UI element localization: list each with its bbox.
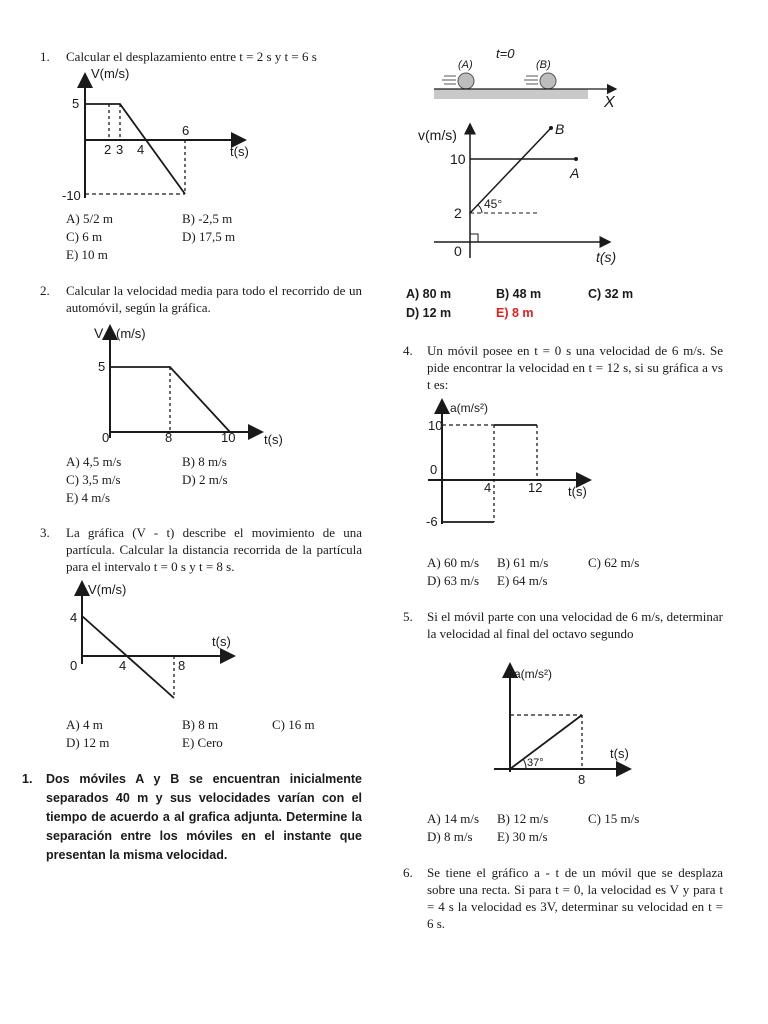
x-tick: 2 — [104, 142, 112, 157]
graph-problem-2 — [90, 322, 290, 452]
speed-lines-a — [442, 76, 456, 84]
x-tick: 4 — [119, 658, 127, 673]
y-axis-unit: (m/s) — [116, 326, 146, 341]
y-tick: 2 — [454, 205, 462, 221]
option-a[interactable]: A) 5/2 m — [66, 211, 113, 226]
y-tick: -6 — [426, 514, 438, 529]
problem-text: Un móvil posee en t = 0 s una velocidad de 6 m/s. Se pide encontrar la velocidad en t = 12 s, si su gráfica a vs t es: — [427, 343, 723, 392]
problem-text: Si el móvil parte con una velocidad de 6 m/s, determinar la velocidad al final del octavo segundo — [427, 609, 723, 641]
option-b[interactable]: B) 12 m/s — [497, 811, 549, 826]
problem-number: 4. — [403, 343, 413, 358]
y-axis-title: a(m/s²) — [514, 667, 552, 681]
option-e-marked-answer[interactable]: E) 8 m — [496, 306, 534, 320]
velocity-graph-ab — [414, 120, 624, 270]
time-label: t=0 — [496, 46, 515, 61]
problem-text: Calcular la velocidad media para todo el recorrido de un automóvil, según la gráfica. — [66, 283, 362, 315]
y-tick: 5 — [72, 96, 80, 111]
problem-4 — [403, 342, 723, 393]
y-axis-title: a(m/s²) — [450, 401, 488, 415]
problem-3 — [40, 524, 362, 575]
option-e[interactable]: E) 10 m — [66, 247, 108, 262]
mobile-a-label: (A) — [458, 59, 473, 71]
y-axis-title: V — [94, 325, 104, 341]
problem-number: 6. — [403, 865, 413, 880]
option-b[interactable]: B) 48 m — [496, 287, 542, 301]
x-axis-title: t(s) — [610, 746, 629, 761]
problem-number: 2. — [40, 283, 50, 298]
angle-label: 45° — [484, 197, 503, 211]
option-c[interactable]: C) 16 m — [272, 717, 315, 732]
problem-number: 1. — [40, 49, 50, 64]
option-e[interactable]: E) 30 m/s — [497, 829, 548, 844]
line-b-end — [549, 126, 553, 130]
problem-text: Dos móviles A y B se encuentran inicialmente separados 40 m y sus velocidades varían con el tiempo de acuerdo a al grafica adjunta. Determine la separación entre los móviles en el instante que presentan la misma velocidad. — [46, 772, 362, 862]
y-tick: 4 — [70, 610, 78, 625]
option-d[interactable]: D) 12 m — [66, 735, 110, 750]
option-c[interactable]: C) 62 m/s — [588, 555, 640, 570]
y-axis-title: V(m/s) — [88, 582, 127, 597]
mobile-b-label: (B) — [536, 59, 551, 71]
graph-problem-4 — [424, 398, 604, 528]
problem-text: La gráfica (V - t) describe el movimiento de una partícula. Calcular la distancia recorrida de la partícula para el intervalo t = 0 s y t = 8 s. — [66, 525, 362, 574]
x-tick: 10 — [221, 430, 236, 445]
option-a[interactable]: A) 4 m — [66, 717, 103, 732]
acceleration-line — [510, 715, 582, 769]
option-b[interactable]: B) -2,5 m — [182, 211, 233, 226]
x-tick: 4 — [484, 480, 492, 495]
x-tick: 8 — [165, 430, 173, 445]
x-axis-title: t(s) — [230, 144, 249, 159]
angle-label: 37° — [527, 757, 544, 769]
option-a[interactable]: A) 14 m/s — [427, 811, 479, 826]
y-tick: 10 — [450, 151, 466, 167]
ground — [434, 89, 588, 99]
x-axis-title: t(s) — [264, 432, 283, 447]
mobiles-figure — [430, 44, 630, 114]
option-c[interactable]: C) 32 m — [588, 287, 634, 301]
graph-problem-1 — [60, 66, 260, 216]
x-tick: 4 — [137, 142, 145, 157]
option-c[interactable]: C) 15 m/s — [588, 811, 640, 826]
x-tick: 0 — [102, 430, 110, 445]
option-e[interactable]: E) 4 m/s — [66, 490, 111, 505]
velocity-line — [85, 104, 185, 194]
problem-number: 1. — [22, 772, 33, 786]
angle-arc — [523, 759, 526, 769]
graph-problem-5 — [490, 662, 640, 792]
mobile-b-ball — [540, 73, 556, 89]
option-d[interactable]: D) 12 m — [406, 306, 452, 320]
x-axis-title: t(s) — [568, 484, 587, 499]
x-tick: 8 — [578, 772, 586, 787]
label-b: B — [555, 121, 565, 137]
x-tick: 12 — [528, 480, 543, 495]
problem-2 — [40, 282, 362, 316]
y-axis-title: V(m/s) — [91, 66, 130, 81]
y-tick: 0 — [430, 462, 438, 477]
line-a-end — [574, 157, 578, 161]
problem-text: Calcular el desplazamiento entre t = 2 s y t = 6 s — [66, 49, 317, 64]
graph-problem-3 — [64, 580, 244, 705]
problem-number: 5. — [403, 609, 413, 624]
option-a[interactable]: A) 4,5 m/s — [66, 454, 122, 469]
option-b[interactable]: B) 61 m/s — [497, 555, 549, 570]
y-axis-title: v(m/s) — [418, 127, 457, 143]
x-axis-label: X — [604, 94, 615, 111]
option-b[interactable]: B) 8 m — [182, 717, 219, 732]
option-c[interactable]: C) 6 m — [66, 229, 103, 244]
y-tick: -10 — [62, 188, 81, 203]
option-b[interactable]: B) 8 m/s — [182, 454, 227, 469]
line-b — [470, 128, 551, 213]
problem-number: 3. — [40, 525, 50, 540]
option-e[interactable]: E) Cero — [182, 735, 223, 750]
option-d[interactable]: D) 2 m/s — [182, 472, 228, 487]
problem-6 — [403, 864, 723, 932]
x-tick: 3 — [116, 142, 124, 157]
problem-1 — [40, 48, 362, 65]
x-tick: 6 — [182, 123, 190, 138]
option-d[interactable]: D) 63 m/s — [427, 573, 479, 588]
option-c[interactable]: C) 3,5 m/s — [66, 472, 121, 487]
problem-5 — [403, 608, 723, 642]
right-angle-mark — [470, 234, 478, 242]
mobile-a-ball — [458, 73, 474, 89]
angle-arc — [478, 205, 482, 213]
option-a[interactable]: A) 60 m/s — [427, 555, 479, 570]
y-tick: 10 — [428, 418, 443, 433]
option-e[interactable]: E) 64 m/s — [497, 573, 548, 588]
label-a: A — [570, 165, 580, 181]
y-tick: 0 — [70, 658, 78, 673]
problem-bold-1 — [22, 770, 362, 865]
problem-text: Se tiene el gráfico a - t de un móvil que se desplaza sobre una recta. Si para t = 0, la velocidad es V y para t = 4 s la velocidad es 3V, determinar su velocidad en t = 6 s. — [427, 865, 723, 931]
y-tick: 5 — [98, 359, 106, 374]
option-a[interactable]: A) 80 m — [406, 287, 452, 301]
option-d[interactable]: D) 17,5 m — [182, 229, 236, 244]
x-tick: 8 — [178, 658, 186, 673]
x-axis-title: t(s) — [596, 249, 617, 265]
x-axis-title: t(s) — [212, 634, 231, 649]
y-tick: 0 — [454, 243, 462, 259]
option-d[interactable]: D) 8 m/s — [427, 829, 473, 844]
speed-lines-b — [524, 76, 538, 84]
